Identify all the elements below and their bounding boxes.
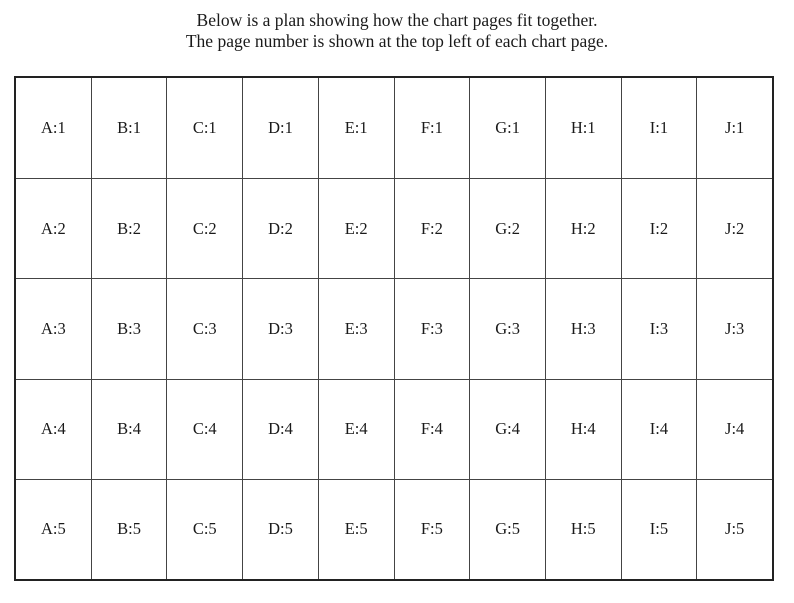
chart-page-cell: C:2 — [166, 179, 242, 278]
chart-page-cell: E:4 — [318, 380, 394, 479]
plan-row — [16, 178, 772, 278]
chart-page-cell: F:2 — [394, 179, 470, 278]
chart-page-cell: A:1 — [40, 118, 66, 138]
chart-page-cell: H:1 — [545, 78, 621, 178]
chart-page-cell: F:4 — [394, 380, 470, 479]
chart-page-cell: B:4 — [91, 380, 167, 479]
chart-page-cell: I:5 — [621, 480, 697, 579]
chart-page-cell: A:3 — [40, 318, 66, 338]
plan-row — [16, 78, 772, 178]
chart-page-cell: G:2 — [469, 179, 545, 278]
chart-page-cell: J:3 — [696, 279, 772, 378]
caption-line-1: Below is a plan showing how the chart pages fit together. — [196, 10, 598, 30]
chart-page-cell: D:1 — [242, 78, 318, 178]
chart-page-cell: E:3 — [318, 279, 394, 378]
caption-line-2: The page number is shown at the top left of each chart page. — [185, 31, 609, 51]
chart-page-cell: C:3 — [166, 279, 242, 378]
chart-page-cell: F:3 — [394, 279, 470, 378]
chart-page-cell: C:5 — [166, 480, 242, 579]
chart-page-plan-grid — [14, 76, 774, 581]
chart-page-cell: H:4 — [545, 380, 621, 479]
plan-caption — [0, 10, 794, 52]
chart-page-cell: I:1 — [621, 78, 697, 178]
chart-page-cell: E:1 — [318, 78, 394, 178]
chart-page-cell: F:1 — [394, 78, 470, 178]
chart-page-cell: B:2 — [91, 179, 167, 278]
chart-page-cell: E:2 — [318, 179, 394, 278]
chart-page-cell: I:3 — [621, 279, 697, 378]
chart-page-cell: D:4 — [242, 380, 318, 479]
chart-page-cell: J:5 — [696, 480, 772, 579]
chart-page-cell: B:5 — [91, 480, 167, 579]
plan-row — [16, 278, 772, 378]
chart-page-cell: B:1 — [91, 78, 167, 178]
chart-page-cell: D:5 — [242, 480, 318, 579]
chart-page-cell: E:5 — [318, 480, 394, 579]
chart-page-cell: G:4 — [469, 380, 545, 479]
chart-page-cell: D:2 — [242, 179, 318, 278]
chart-page-cell: C:4 — [166, 380, 242, 479]
chart-page-cell: A:2 — [40, 218, 66, 238]
chart-page-cell: H:3 — [545, 279, 621, 378]
chart-page-cell: B:3 — [91, 279, 167, 378]
chart-page-cell: D:3 — [242, 279, 318, 378]
plan-row — [16, 379, 772, 479]
chart-page-cell: J:4 — [696, 380, 772, 479]
chart-page-cell: F:5 — [394, 480, 470, 579]
chart-page-cell: A:4 — [40, 419, 66, 439]
chart-page-cell: J:1 — [696, 78, 772, 178]
chart-page-cell: J:2 — [696, 179, 772, 278]
plan-row — [16, 479, 772, 579]
chart-page-cell: I:4 — [621, 380, 697, 479]
chart-page-cell: G:3 — [469, 279, 545, 378]
chart-page-cell: G:1 — [469, 78, 545, 178]
chart-page-cell: H:2 — [545, 179, 621, 278]
chart-page-cell: I:2 — [621, 179, 697, 278]
chart-page-cell: C:1 — [166, 78, 242, 178]
chart-page-cell: A:5 — [40, 519, 66, 539]
chart-page-cell: H:5 — [545, 480, 621, 579]
chart-page-cell: G:5 — [469, 480, 545, 579]
